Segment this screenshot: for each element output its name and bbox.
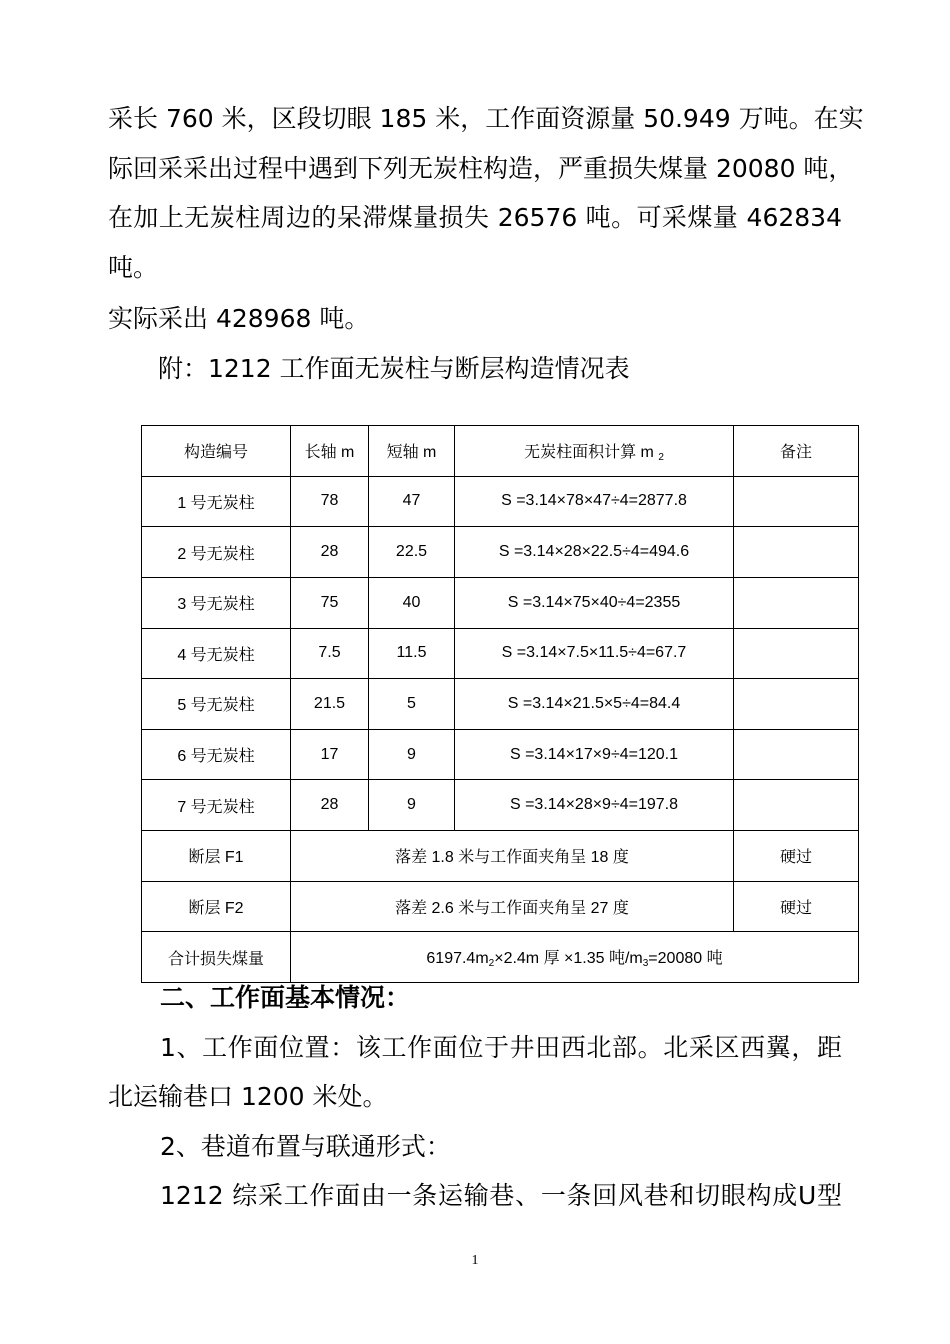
structure-table xyxy=(141,425,859,983)
cell-id: 1 号无炭柱 xyxy=(142,476,291,527)
cell-short: 40 xyxy=(369,577,455,628)
cell-total-formula xyxy=(291,932,859,983)
fault-row xyxy=(142,831,859,882)
cell-fault-id: 断层 F2 xyxy=(142,881,291,932)
header-short-axis: 短轴 m xyxy=(369,426,455,477)
header-area-text: 无炭柱面积计算 m xyxy=(524,443,654,461)
cell-fault-desc: 落差 1.8 米与工作面夹角呈 18 度 xyxy=(291,831,734,882)
total-part1: 6197.4m xyxy=(426,950,489,968)
fault-row xyxy=(142,881,859,932)
cell-long: 7.5 xyxy=(291,628,369,679)
cell-note xyxy=(734,679,859,730)
total-sub1: 2 xyxy=(488,958,495,970)
cell-long: 75 xyxy=(291,577,369,628)
cell-long: 78 xyxy=(291,476,369,527)
total-sub2: 3 xyxy=(642,958,649,970)
table-row xyxy=(142,476,859,527)
cell-id: 6 号无炭柱 xyxy=(142,729,291,780)
paragraph-line: 际回采采出过程中遇到下列无炭柱构造，严重损失煤量 20080 吨， xyxy=(108,154,854,183)
cell-id: 4 号无炭柱 xyxy=(142,628,291,679)
table-row xyxy=(142,577,859,628)
table-row xyxy=(142,628,859,679)
cell-long: 21.5 xyxy=(291,679,369,730)
cell-area: S =3.14×7.5×11.5÷4=67.7 xyxy=(455,628,734,679)
paragraph-line: 采长 760 米，区段切眼 185 米，工作面资源量 50.949 万吨。在实 xyxy=(108,104,864,133)
cell-long: 28 xyxy=(291,527,369,578)
table-caption: 附：1212 工作面无炭柱与断层构造情况表 xyxy=(158,354,630,383)
cell-area: S =3.14×21.5×5÷4=84.4 xyxy=(455,679,734,730)
table-row xyxy=(142,780,859,831)
cell-fault-note: 硬过 xyxy=(734,881,859,932)
cell-total-label: 合计损失煤量 xyxy=(142,932,291,983)
cell-short: 9 xyxy=(369,729,455,780)
cell-area: S =3.14×78×47÷4=2877.8 xyxy=(455,476,734,527)
cell-short: 9 xyxy=(369,780,455,831)
table-row xyxy=(142,729,859,780)
cell-short: 47 xyxy=(369,476,455,527)
paragraph-line: 实际采出 428968 吨。 xyxy=(108,304,370,333)
paragraph-line: 在加上无炭柱周边的呆滞煤量损失 26576 吨。可采煤量 462834 xyxy=(108,203,842,232)
cell-short: 5 xyxy=(369,679,455,730)
header-id: 构造编号 xyxy=(142,426,291,477)
paragraph-line: 1212 综采工作面由一条运输巷、一条回风巷和切眼构成U型 xyxy=(160,1181,842,1210)
paragraph-line: 2、巷道布置与联通形式： xyxy=(160,1132,451,1161)
paragraph-line: 1、工作面位置：该工作面位于井田西北部。北采区西翼，距 xyxy=(160,1033,842,1062)
cell-fault-note: 硬过 xyxy=(734,831,859,882)
page-number: 1 xyxy=(471,1253,479,1268)
header-long-axis: 长轴 m xyxy=(291,426,369,477)
cell-fault-id: 断层 F1 xyxy=(142,831,291,882)
cell-area: S =3.14×28×22.5÷4=494.6 xyxy=(455,527,734,578)
total-part3: =20080 吨 xyxy=(648,950,723,968)
cell-note xyxy=(734,628,859,679)
cell-id: 2 号无炭柱 xyxy=(142,527,291,578)
cell-note xyxy=(734,476,859,527)
total-part2: ×2.4m 厚 ×1.35 吨/m xyxy=(494,950,643,968)
cell-area: S =3.14×75×40÷4=2355 xyxy=(455,577,734,628)
table-row xyxy=(142,527,859,578)
header-area-sub: 2 xyxy=(658,451,664,463)
cell-short: 11.5 xyxy=(369,628,455,679)
cell-note xyxy=(734,729,859,780)
paragraph-line: 北运输巷口 1200 米处。 xyxy=(108,1082,388,1111)
cell-area: S =3.14×28×9÷4=197.8 xyxy=(455,780,734,831)
table-row xyxy=(142,679,859,730)
cell-note xyxy=(734,527,859,578)
cell-id: 3 号无炭柱 xyxy=(142,577,291,628)
cell-note xyxy=(734,577,859,628)
cell-note xyxy=(734,780,859,831)
total-row xyxy=(142,932,859,983)
cell-long: 28 xyxy=(291,780,369,831)
section-heading: 二、工作面基本情况： xyxy=(160,983,411,1012)
paragraph-line: 吨。 xyxy=(108,253,159,282)
cell-short: 22.5 xyxy=(369,527,455,578)
cell-area: S =3.14×17×9÷4=120.1 xyxy=(455,729,734,780)
cell-fault-desc: 落差 2.6 米与工作面夹角呈 27 度 xyxy=(291,881,734,932)
table-header-row xyxy=(142,426,859,477)
cell-long: 17 xyxy=(291,729,369,780)
header-note: 备注 xyxy=(734,426,859,477)
cell-id: 5 号无炭柱 xyxy=(142,679,291,730)
cell-id: 7 号无炭柱 xyxy=(142,780,291,831)
header-area xyxy=(455,426,734,477)
